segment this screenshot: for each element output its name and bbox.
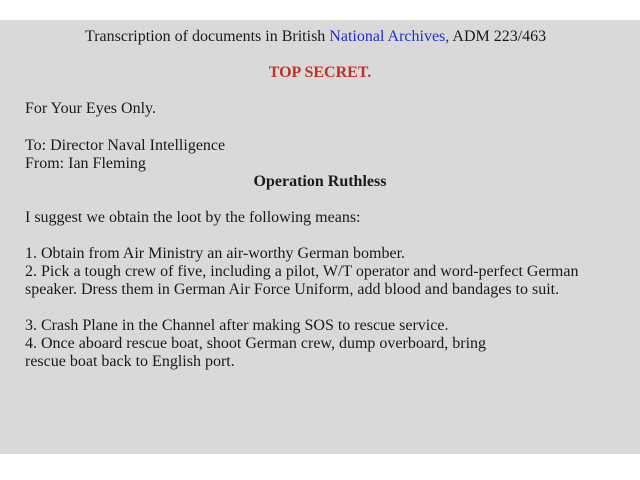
- step-1: 1. Obtain from Air Ministry an air-worthy German bomber.: [25, 245, 406, 262]
- document-panel: [0, 20, 640, 454]
- national-archives-link[interactable]: National Archives,: [329, 28, 450, 45]
- step-4: 4. Once aboard rescue boat, shoot German crew, dump overboard, bring rescue boat back to English port.: [25, 335, 487, 370]
- step-2: 2. Pick a tough crew of five, including a pilot, W/T operator and word-perfect German speaker. Dress them in German Air Force Uniform, add blood and bandages to suit.: [25, 263, 579, 298]
- source-header: [85, 28, 546, 46]
- classification-label: TOP SECRET.: [268, 64, 372, 81]
- eyes-only-line: For Your Eyes Only.: [25, 100, 156, 117]
- operation-title: Operation Ruthless: [253, 173, 387, 190]
- source-prefix: Transcription of documents in British: [85, 28, 330, 45]
- intro-line: I suggest we obtain the loot by the following means:: [25, 209, 361, 226]
- from-line: From: Ian Fleming: [25, 155, 146, 172]
- to-line: To: Director Naval Intelligence: [25, 137, 226, 154]
- step-3: 3. Crash Plane in the Channel after making SOS to rescue service.: [25, 317, 449, 334]
- source-reference: ADM 223/463: [449, 28, 547, 45]
